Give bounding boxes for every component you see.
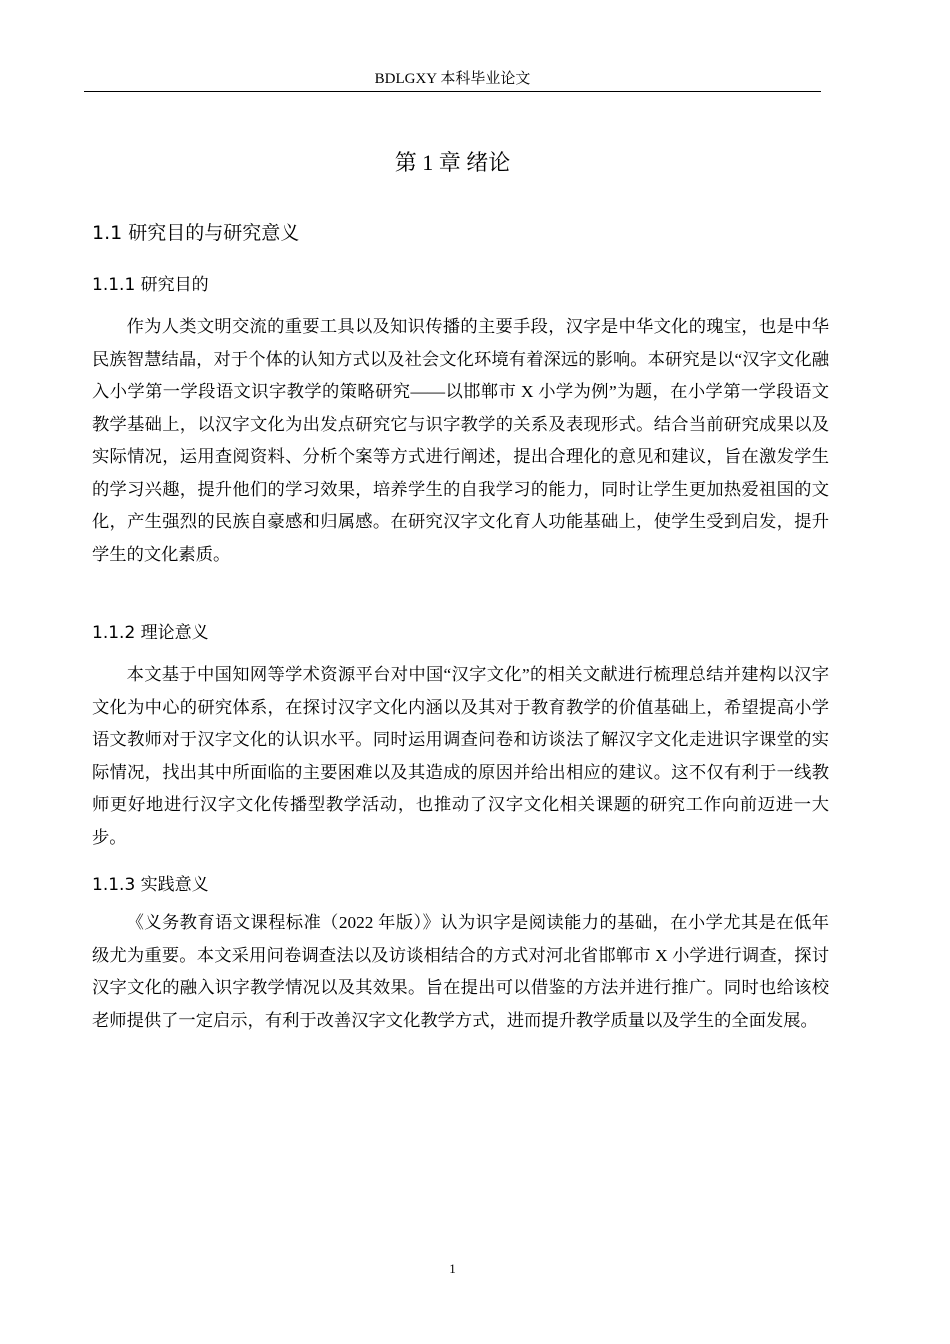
- section-heading-1-1: 1.1 研究目的与研究意义: [92, 222, 300, 244]
- paragraph-practical-significance: 《义务教育语文课程标准（2022 年版）》认为识字是阅读能力的基础，在小学尤其是在低年级尤为重要。本文采用问卷调查法以及访谈相结合的方式对河北省邯郸市 X 小学进行调查，探讨汉字文化的融入识字教学情况以及其效果。旨在提出可以借鉴的方法并进行推广。同时也给该校老师提供了一定启示，有利于改善汉字文化教学方式，进而提升教学质量以及学生的全面发展。: [92, 913, 829, 1030]
- header-rule: [84, 91, 821, 92]
- chapter-title: 第 1 章 绪论: [394, 150, 511, 175]
- subsection-heading-1-1-2: 1.1.2 理论意义: [92, 623, 209, 643]
- subsection-heading-1-1-1: 1.1.1 研究目的: [92, 275, 209, 295]
- running-header: BDLGXY 本科毕业论文: [374, 71, 531, 87]
- paragraph-research-purpose: 作为人类文明交流的重要工具以及知识传播的主要手段，汉字是中华文化的瑰宝，也是中华民族智慧结晶，对于个体的认知方式以及社会文化环境有着深远的影响。本研究是以“汉字文化融入小学第一学段语文识字教学的策略研究——以邯郸市 X 小学为例”为题，在小学第一学段语文教学基础上，以汉字文化为出发点研究它与识字教学的关系及表现形式。结合当前研究成果以及实际情况，运用查阅资料、分析个案等方式进行阐述，提出合理化的意见和建议，旨在激发学生的学习兴趣，提升他们的学习效果，培养学生的自我学习的能力，同时让学生更加热爱祖国的文化，产生强烈的民族自豪感和归属感。在研究汉字文化育人功能基础上，使学生受到启发，提升学生的文化素质。: [92, 317, 829, 564]
- subsection-heading-1-1-3: 1.1.3 实践意义: [92, 875, 209, 895]
- paragraph-theoretical-significance: 本文基于中国知网等学术资源平台对中国“汉字文化”的相关文献进行梳理总结并建构以汉字文化为中心的研究体系，在探讨汉字文化内涵以及其对于教育教学的价值基础上，希望提高小学语文教师对于汉字文化的认识水平。同时运用调查问卷和访谈法了解汉字文化走进识字课堂的实际情况，找出其中所面临的主要困难以及其造成的原因并给出相应的建议。这不仅有利于一线教师更好地进行汉字文化传播型教学活动，也推动了汉字文化相关课题的研究工作向前迈进一大步。: [92, 665, 829, 847]
- page-number: 1: [449, 1261, 456, 1276]
